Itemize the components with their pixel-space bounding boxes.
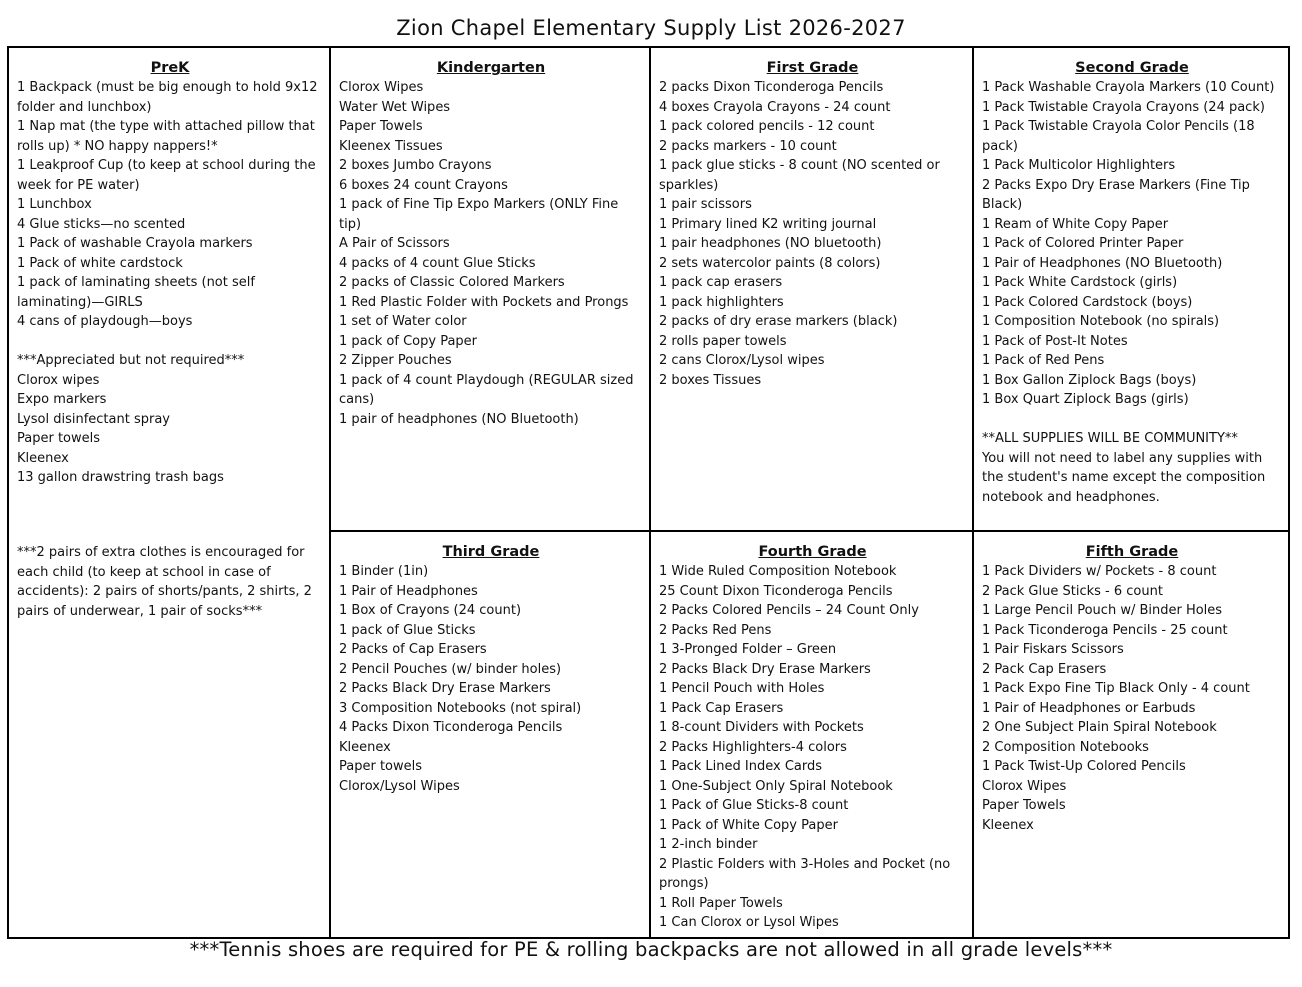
list-item: ***Appreciated but not required*** [17,353,245,368]
list-item: 2 packs of Classic Colored Markers [339,275,565,290]
list-item: Clorox Wipes [982,778,1067,794]
prek-extra-clothes-note: ***2 pairs of extra clothes is encouraged for each child (to keep at school in case of accidents): 2 pairs of shorts/pants, 2 shirts, 2 pairs of underwear, 1 pair of socks*** [17,545,312,619]
list-item: 25 Count Dixon Ticonderoga Pencils [659,583,893,599]
list-item: Kleenex [339,739,391,755]
list-item: 4 boxes Crayola Crayons - 24 count [659,99,891,115]
list-item: Water Wet Wipes [339,99,451,115]
list-item: 1 Pair of Headphones (NO Bluetooth) [982,255,1223,271]
list-item: 4 Glue sticks—no scented [17,216,186,232]
prek-list [17,78,323,488]
list-item [17,332,323,352]
list-item: 1 Binder (1in) [339,564,429,579]
list-item: 2 rolls paper towels [659,333,787,349]
list-item: 4 cans of playdough—boys [17,314,193,329]
list-item: 1 pair scissors [659,197,752,212]
list-item: 1 pack cap erasers [659,275,783,290]
list-item: 1 Pack Twistable Crayola Color Pencils (18 pack) [982,119,1255,154]
list-item: 1 Pack of Glue Sticks-8 count [659,798,849,813]
list-item: 6 boxes 24 count Crayons [339,177,508,193]
list-item: 2 Pack Cap Erasers [982,661,1107,677]
list-item: Paper Towels [339,119,423,134]
list-item: 1 pack of 4 count Playdough (REGULAR sized cans) [339,372,634,407]
list-item: 2 Pencil Pouches (w/ binder holes) [339,661,562,677]
list-item: Clorox/Lysol Wipes [339,778,460,794]
list-item: 1 Pack of Red Pens [982,353,1105,368]
document-title: Zion Chapel Elementary Supply List 2026-2027 [396,16,906,40]
list-item: 1 Wide Ruled Composition Notebook [659,564,897,579]
list-item: 1 Large Pencil Pouch w/ Binder Holes [982,603,1223,618]
list-item: 1 Pair of Headphones or Earbuds [982,700,1196,716]
list-item: 2 boxes Jumbo Crayons [339,158,492,173]
list-item: 2 One Subject Plain Spiral Notebook [982,720,1217,735]
list-item: 1 Pack of Colored Printer Paper [982,236,1184,251]
list-item: 1 Red Plastic Folder with Pockets and Prongs [339,294,629,310]
kindergarten-heading: Kindergarten [436,60,546,76]
third-grade-cell [331,532,649,937]
list-item: 2 Packs Red Pens [659,622,772,638]
list-item: 2 Packs Highlighters-4 colors [659,739,847,755]
prek-cell [9,48,329,937]
list-item: 1 One-Subject Only Spiral Notebook [659,778,893,794]
list-item: 1 pair headphones (NO bluetooth) [659,236,882,251]
list-item: 2 Packs of Cap Erasers [339,642,487,657]
list-item: 13 gallon drawstring trash bags [17,470,224,485]
list-item: 1 2-inch binder [659,837,758,852]
list-item: 1 Pack Multicolor Highlighters [982,158,1176,173]
list-item: 1 Primary lined K2 writing journal [659,216,877,232]
list-item [982,410,1282,430]
list-item: 1 Pack Expo Fine Tip Black Only - 4 count [982,681,1250,696]
list-item: 3 Composition Notebooks (not spiral) [339,700,582,716]
list-item: Clorox wipes [17,372,100,388]
list-item: 1 Pack Ticonderoga Pencils - 25 count [982,622,1228,638]
list-item: 1 pack colored pencils - 12 count [659,119,875,134]
list-item: 1 Pack of white cardstock [17,255,183,271]
list-item: 1 Leakproof Cup (to keep at school during the week for PE water) [17,158,316,193]
list-item: 1 pack of Glue Sticks [339,622,476,638]
list-item: 2 packs of dry erase markers (black) [659,314,898,329]
second-grade-cell [974,48,1288,530]
fourth-grade-heading: Fourth Grade [758,544,867,560]
first-grade-cell [651,48,972,530]
list-item: 2 packs Dixon Ticonderoga Pencils [659,80,884,95]
supply-table [7,46,1290,939]
list-item: A Pair of Scissors [339,236,450,251]
first-grade-list [659,78,966,390]
list-item: 1 Pair Fiskars Scissors [982,642,1124,657]
list-item: 1 pack of Copy Paper [339,333,478,349]
list-item: 1 Pencil Pouch with Holes [659,681,825,696]
list-item: 1 pack of laminating sheets (not self laminating)—GIRLS [17,275,255,310]
list-item: Clorox Wipes [339,80,424,95]
list-item: **ALL SUPPLIES WILL BE COMMUNITY** [982,431,1238,446]
fifth-grade-list [982,562,1282,835]
list-item: 2 Packs Black Dry Erase Markers [339,681,551,696]
list-item: 2 Zipper Pouches [339,353,452,368]
list-item: Lysol disinfectant spray [17,411,170,427]
second-grade-heading: Second Grade [1075,60,1189,76]
list-item: 1 pack highlighters [659,294,784,310]
list-item: 1 Box of Crayons (24 count) [339,603,522,618]
list-item: 4 Packs Dixon Ticonderoga Pencils [339,720,563,735]
fourth-grade-list [659,562,966,933]
list-item: 1 Composition Notebook (no spirals) [982,314,1220,329]
list-item: 1 Pack of washable Crayola markers [17,236,253,251]
list-item: 1 Nap mat (the type with attached pillow that rolls up) * NO happy nappers!* [17,119,315,154]
list-item: 1 Pack Washable Crayola Markers (10 Count) [982,80,1275,95]
list-item: 1 Pack Colored Cardstock (boys) [982,294,1193,310]
list-item: Paper Towels [982,798,1066,813]
list-item: Kleenex Tissues [339,138,443,154]
list-item: 1 Pair of Headphones [339,583,478,599]
list-item: 1 Pack Lined Index Cards [659,759,823,774]
fifth-grade-cell [974,532,1288,937]
list-item: 1 Pack Twist-Up Colored Pencils [982,759,1186,774]
list-item: 1 Pack Dividers w/ Pockets - 8 count [982,564,1217,579]
list-item: You will not need to label any supplies with the student's name except the composition notebook and headphones. [982,450,1266,505]
list-item: 1 pack glue sticks - 8 count (NO scented or sparkles) [659,158,940,193]
list-item: 1 Pack of Post-It Notes [982,333,1128,349]
first-grade-heading: First Grade [766,60,859,76]
list-item: 4 packs of 4 count Glue Sticks [339,255,536,271]
footer-note: ***Tennis shoes are required for PE & rolling backpacks are not allowed in all grade levels*** [189,938,1113,961]
list-item: 2 boxes Tissues [659,372,762,388]
list-item: 1 Box Gallon Ziplock Bags (boys) [982,372,1197,388]
list-item: 2 Pack Glue Sticks - 6 count [982,583,1163,599]
third-grade-heading: Third Grade [442,544,540,560]
kindergarten-list [339,78,643,429]
list-item: Kleenex [17,450,69,466]
list-item: 1 Pack Twistable Crayola Crayons (24 pack) [982,99,1265,115]
list-item: 2 Packs Black Dry Erase Markers [659,661,871,677]
list-item: 2 Packs Colored Pencils – 24 Count Only [659,603,919,618]
list-item: 2 packs markers - 10 count [659,138,837,154]
list-item: 1 Lunchbox [17,197,92,212]
third-grade-list [339,562,643,796]
list-item: 2 Plastic Folders with 3-Holes and Pocket (no prongs) [659,856,951,891]
list-item: 2 cans Clorox/Lysol wipes [659,353,825,368]
list-item: 1 Box Quart Ziplock Bags (girls) [982,392,1189,407]
list-item: 1 Pack White Cardstock (girls) [982,275,1178,290]
list-item: Expo markers [17,392,107,407]
list-item: 1 Pack of White Copy Paper [659,817,838,833]
list-item: 1 8-count Dividers with Pockets [659,720,864,735]
prek-heading: PreK [150,60,190,76]
list-item: 1 pack of Fine Tip Expo Markers (ONLY Fine tip) [339,197,619,232]
list-item: 2 sets watercolor paints (8 colors) [659,255,881,271]
list-item: 1 set of Water color [339,314,467,329]
list-item: Paper towels [17,431,101,446]
list-item: 1 pair of headphones (NO Bluetooth) [339,411,579,427]
list-item: 2 Packs Expo Dry Erase Markers (Fine Tip Black) [982,177,1250,212]
list-item: 1 Ream of White Copy Paper [982,216,1169,232]
list-item: 1 Can Clorox or Lysol Wipes [659,915,839,930]
list-item: Paper towels [339,759,423,774]
list-item: Kleenex [982,817,1034,833]
second-grade-list [982,78,1282,507]
list-item: 2 Composition Notebooks [982,739,1149,755]
list-item: 1 Backpack (must be big enough to hold 9x12 folder and lunchbox) [17,80,318,115]
fourth-grade-cell [651,532,972,937]
list-item: 1 Roll Paper Towels [659,895,783,911]
list-item: 1 Pack Cap Erasers [659,700,784,716]
kindergarten-cell [331,48,649,530]
fifth-grade-heading: Fifth Grade [1085,544,1179,560]
list-item: 1 3-Pronged Folder – Green [659,642,837,657]
